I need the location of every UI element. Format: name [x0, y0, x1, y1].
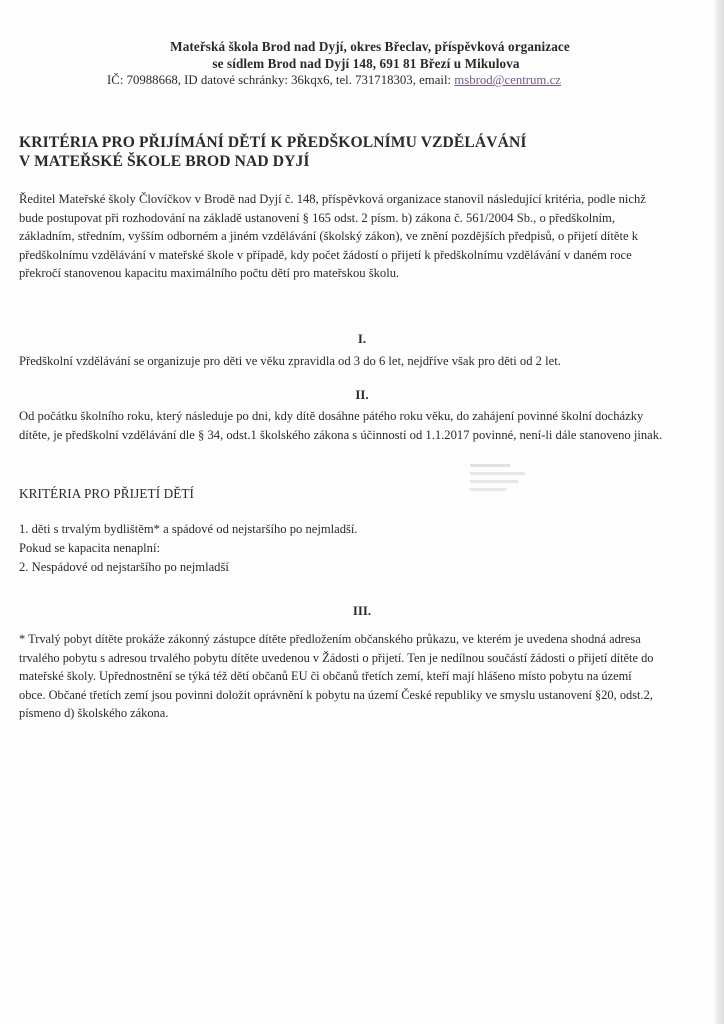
document-title-line2: V MATEŘSKÉ ŠKOLE BROD NAD DYJÍ	[19, 153, 310, 170]
section-2-text: Od počátku školního roku, který následuje po dni, kdy dítě dosáhne pátého roku věku, do zahájení povinné školní docházky dítěte, je předškolní vzdělávání dle § 34, odst.1 školského zákona s účinností od 1.1.2017 povinné, není-li dále stanoveno jinak.	[19, 409, 663, 442]
letterhead-school-name: Mateřská škola Brod nad Dyjí, okres Břeclav, příspěvková organizace	[170, 39, 570, 54]
bleed-through-marks	[468, 462, 548, 505]
bleed-through-shape	[468, 462, 548, 502]
section-1-number: I.	[357, 332, 367, 346]
letterhead-ids: IČ: 70988668, ID datové schránky: 36kqx6, tel. 731718303, email:	[107, 73, 455, 87]
document-title-line1: KRITÉRIA PRO PŘIJÍMÁNÍ DĚTÍ K PŘEDŠKOLNÍMU VZDĚLÁVÁNÍ	[19, 134, 527, 151]
letterhead-address: se sídlem Brod nad Dyjí 148, 691 81 Březí u Mikulova	[212, 56, 520, 71]
section-1-text: Předškolní vzdělávání se organizuje pro děti ve věku zpravidla od 3 do 6 let, nejdříve však pro děti od 2 let.	[19, 354, 561, 368]
intro-paragraph: Ředitel Mateřské školy Človíčkov v Brodě nad Dyjí č. 148, příspěvková organizace stanovil následující kritéria, podle nichž bude postupovat při rozhodování na základě ustanovení § 165 odst. 2 písm. b) zákona č. 561/2004 Sb., o předškolním, základním, středním, vyšším odborném a jiném vzdělávání (školský zákon), ve znění pozdějších předpisů, o přijetí dítěte k předškolnímu vzdělávání v mateřské škole v případě, kdy počet žádostí o přijetí k předškolnímu vzdělávání v daném roce překročí stanovenou kapacitu maximálního počtu dětí pro mateřskou školu.	[19, 192, 646, 281]
section-3-footnote: * Trvalý pobyt dítěte prokáže zákonný zástupce dítěte předložením občanského průkazu, ve kterém je uvedena shodná adresa trvalého pobytu s adresou trvalého pobytu dítěte uvedenou v Žádosti o přijetí. Ten je nedílnou součástí žádosti o přijetí dítěte do mateřské školy. Upřednostnění se týká též dětí občanů EU či občanů třetích zemí, kteří mají hlášeno místo pobytu na území obce. Občané třetích zemí jsou povinni doložit oprávnění k pobytu na území České republiky ve smyslu ustanovení §20, odst.2, písmeno d) školského zákona.	[19, 632, 654, 721]
section-3-number: III.	[352, 604, 372, 618]
criteria-list	[19, 520, 358, 577]
letterhead	[0, 38, 724, 89]
criteria-heading: KRITÉRIA PRO PŘIJETÍ DĚTÍ	[19, 486, 195, 501]
criteria-item-1: 1. děti s trvalým bydlištěm* a spádové od nejstaršího po nejmladší.	[19, 522, 358, 536]
letterhead-contacts	[0, 72, 716, 89]
section-2-number: II.	[355, 388, 369, 402]
email-link[interactable]: msbrod@centrum.cz	[454, 73, 561, 87]
criteria-capacity-note: Pokud se kapacita nenaplní:	[19, 541, 160, 555]
document-title	[19, 133, 709, 171]
criteria-item-2: 2. Nespádové od nejstaršího po nejmladší	[19, 560, 229, 574]
scan-edge-shadow	[715, 0, 724, 1024]
